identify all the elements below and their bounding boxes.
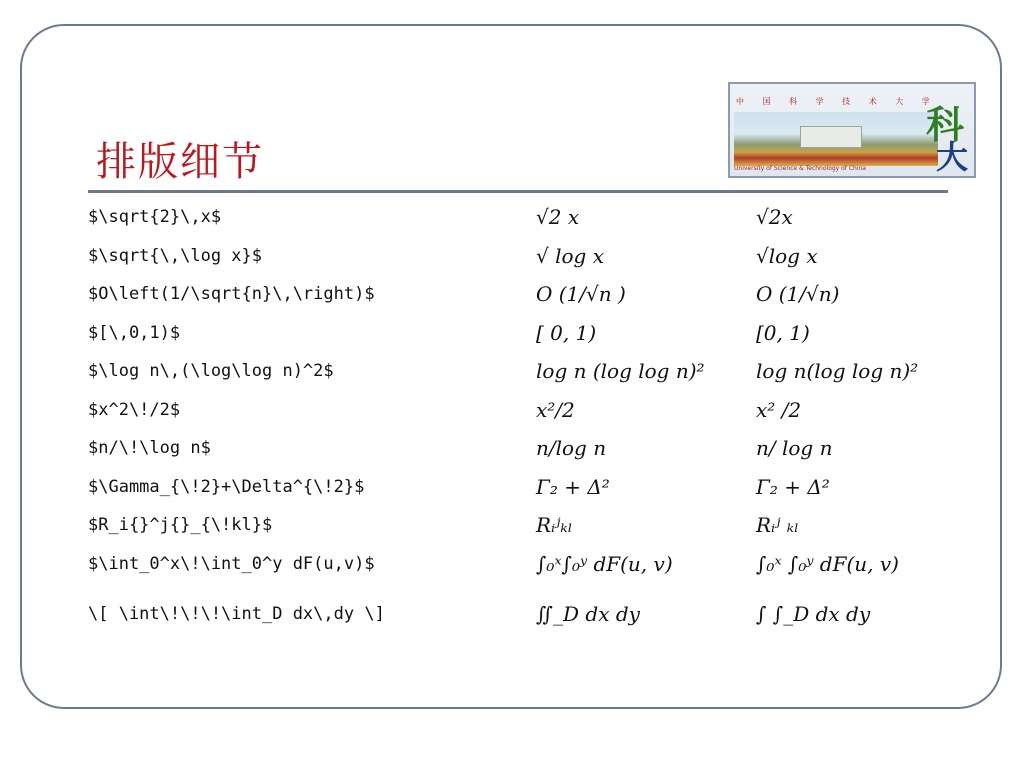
latex-source: $\sqrt{2}\,x$	[88, 207, 222, 228]
university-logo	[728, 82, 976, 178]
campus-building	[800, 126, 862, 148]
table-row	[88, 506, 956, 545]
table-row	[88, 314, 956, 353]
latex-source: $x^2\!/2$	[88, 399, 181, 420]
table-row	[88, 468, 956, 507]
spacing-examples-table	[88, 198, 956, 645]
rendered-with-spacing: ∫₀ˣ∫₀ʸ dF(u, v)	[536, 551, 673, 576]
rendered-without-spacing: x² /2	[756, 397, 802, 422]
rendered-with-spacing: Rᵢʲₖₗ	[536, 513, 573, 538]
latex-source: $\sqrt{\,\log x}$	[88, 245, 262, 266]
rendered-without-spacing: √log x	[756, 243, 818, 268]
rendered-without-spacing: ∫₀ˣ ∫₀ʸ dF(u, v)	[756, 551, 899, 576]
rendered-with-spacing: √ log x	[536, 243, 604, 268]
rendered-without-spacing: Γ₂ + Δ²	[756, 474, 830, 499]
rendered-with-spacing: Γ₂ + Δ²	[536, 474, 610, 499]
latex-source: $R_i{}^j{}_{\!kl}$	[88, 515, 273, 536]
rendered-with-spacing: x²/2	[536, 397, 575, 422]
table-row	[88, 545, 956, 584]
rendered-with-spacing: √2 x	[536, 205, 580, 230]
rendered-with-spacing: n/log n	[536, 436, 607, 461]
rendered-without-spacing: [0, 1)	[756, 320, 810, 345]
rendered-without-spacing: ∫ ∫_D dx dy	[756, 602, 871, 626]
logo-char-ke: 科	[925, 102, 964, 147]
rendered-without-spacing: log n(log log n)²	[756, 359, 919, 384]
table-row	[88, 198, 956, 237]
latex-source: $\int_0^x\!\int_0^y dF(u,v)$	[88, 553, 375, 574]
table-row	[88, 352, 956, 391]
latex-source: $\Gamma_{\!2}+\Delta^{\!2}$	[88, 476, 365, 497]
logo-char-da: 大	[935, 138, 968, 176]
rendered-without-spacing: n/ log n	[756, 436, 833, 461]
logo-top-text: 中 国 科 学 技 术 大 学	[736, 97, 938, 106]
slide-title: 排版细节	[96, 139, 264, 185]
logo-caption: University of Science & Technology of China	[734, 165, 866, 172]
rendered-with-spacing: O (1/√n )	[536, 282, 626, 307]
rendered-without-spacing: √2x	[756, 205, 793, 230]
table-row	[88, 429, 956, 468]
title-divider	[88, 190, 948, 193]
latex-source: \[ \int\!\!\!\int_D dx\,dy \]	[88, 604, 385, 624]
latex-source: $[\,0,1)$	[88, 322, 181, 343]
latex-source: $O\left(1/\sqrt{n}\,\right)$	[88, 284, 375, 305]
rendered-with-spacing: ∬_D dx dy	[536, 602, 640, 626]
table-row	[88, 583, 956, 645]
rendered-without-spacing: O (1/√n)	[756, 282, 840, 307]
rendered-with-spacing: log n (log log n)²	[536, 359, 705, 384]
rendered-without-spacing: Rᵢʲ ₖₗ	[756, 513, 799, 538]
table-row	[88, 237, 956, 276]
table-row	[88, 391, 956, 430]
rendered-with-spacing: [ 0, 1)	[536, 320, 597, 345]
table-row	[88, 275, 956, 314]
latex-source: $n/\!\log n$	[88, 438, 211, 459]
latex-source: $\log n\,(\log\log n)^2$	[88, 361, 334, 382]
